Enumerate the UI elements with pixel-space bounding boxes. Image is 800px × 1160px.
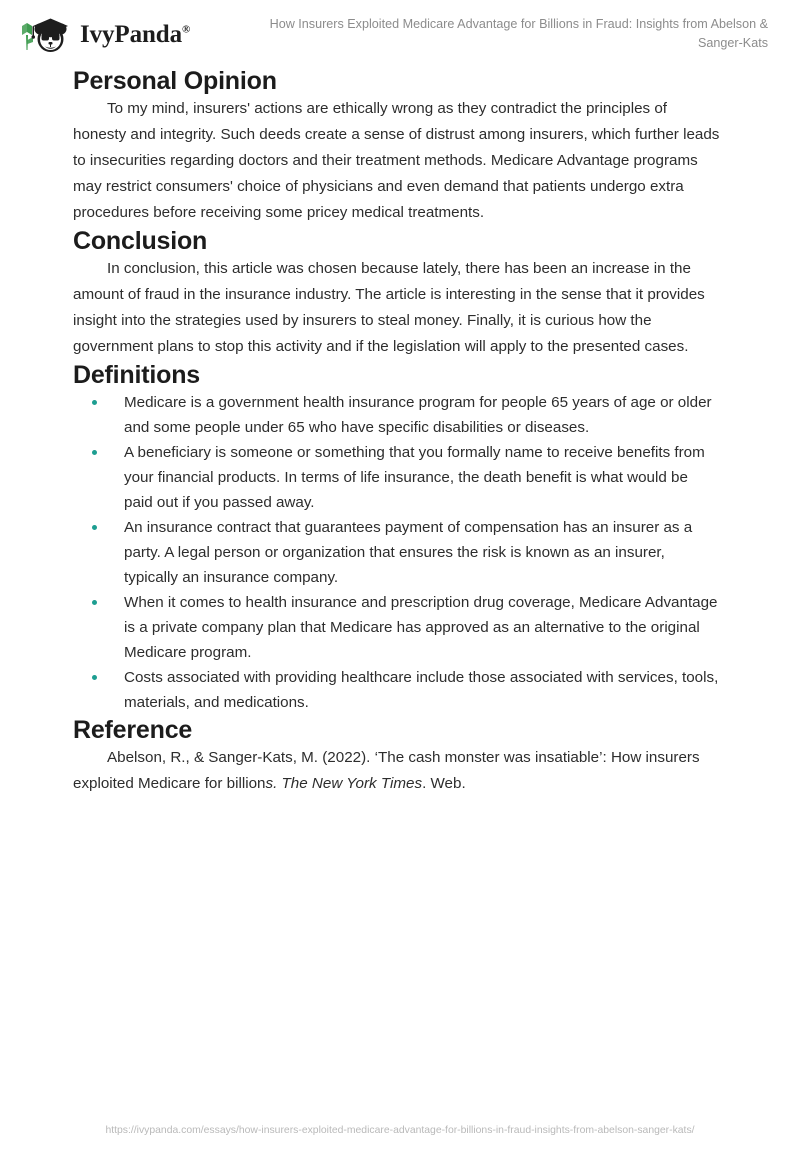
- bullet-dot-icon: [92, 400, 97, 405]
- section-heading-conclusion: Conclusion: [73, 227, 208, 255]
- section-heading-personal-opinion: Personal Opinion: [73, 67, 277, 95]
- reference-citation-part1: Abelson, R., & Sanger-Kats, M. (2022). ‘The cash monster was insatiable’: How insurers exploited Medicare for billion: [73, 749, 700, 792]
- section-heading-definitions: Definitions: [73, 361, 200, 389]
- bullet-dot-icon: [92, 675, 97, 680]
- section-heading-reference: Reference: [73, 716, 193, 744]
- reference-source-title: s. The New York Times: [265, 775, 423, 792]
- bullet-dot-icon: [92, 600, 97, 605]
- list-item: [73, 390, 720, 440]
- list-item: [73, 440, 720, 515]
- panda-graduate-logo-icon: [18, 11, 74, 57]
- paragraph-conclusion: In conclusion, this article was chosen because lately, there has been an increase in the amount of fraud in the insurance industry. The article is interesting in the sense that it provides insight into the strategies used by insurers to steal money. Finally, it is curious how the government plans to stop this activity and if the legislation will apply to the presented cases.: [73, 260, 705, 355]
- list-item: [73, 590, 720, 665]
- list-item: [73, 665, 720, 715]
- registered-trademark-icon: ®: [182, 23, 191, 36]
- definitions-list: [73, 390, 720, 715]
- list-item-text: Costs associated with providing healthcare include those associated with services, tools, materials, and medications.: [124, 669, 719, 711]
- list-item-text: An insurance contract that guarantees payment of compensation has an insurer as a party. A legal person or organization that ensures the risk is known as an insurer, typically an insurance company.: [124, 519, 693, 586]
- list-item-text: When it comes to health insurance and prescription drug coverage, Medicare Advantage is a private company plan that Medicare has approved as an alternative to the original Medicare program.: [124, 594, 718, 661]
- document-content: [0, 66, 800, 797]
- page-header: [0, 0, 800, 66]
- bullet-dot-icon: [92, 525, 97, 530]
- reference-citation-part2: . Web.: [422, 775, 466, 792]
- paragraph-personal-opinion: To my mind, insurers' actions are ethically wrong as they contradict the principles of honesty and integrity. Such deeds create a sense of distrust among insurers, which further leads to insecurities regarding doctors and their treatment methods. Medicare Advantage programs may restrict consumers' choice of physicians and even demand that patients undergo extra procedures before receiving some pricey medical treatments.: [73, 100, 720, 221]
- brand-name-text: IvyPanda: [80, 20, 183, 48]
- bullet-dot-icon: [92, 450, 97, 455]
- reference-citation: [73, 745, 720, 797]
- footer-source-url[interactable]: https://ivypanda.com/essays/how-insurers-exploited-medicare-advantage-for-billions-in-fraud-insights-from-abelson-sanger-kats/: [105, 1125, 695, 1136]
- page-footer: [0, 1124, 800, 1138]
- list-item: [73, 515, 720, 590]
- page-header-title: How Insurers Exploited Medicare Advantage for Billions in Fraud: Insights from Abelson & Sanger-Kats: [269, 17, 768, 50]
- list-item-text: A beneficiary is someone or something that you formally name to receive benefits from your financial products. In terms of life insurance, the death benefit is what would be paid out if you passed away.: [124, 444, 705, 511]
- list-item-text: Medicare is a government health insurance program for people 65 years of age or older and some people under 65 who have specific disabilities or diseases.: [124, 394, 712, 436]
- brand-name: [80, 22, 190, 47]
- brand-logo[interactable]: [18, 11, 190, 57]
